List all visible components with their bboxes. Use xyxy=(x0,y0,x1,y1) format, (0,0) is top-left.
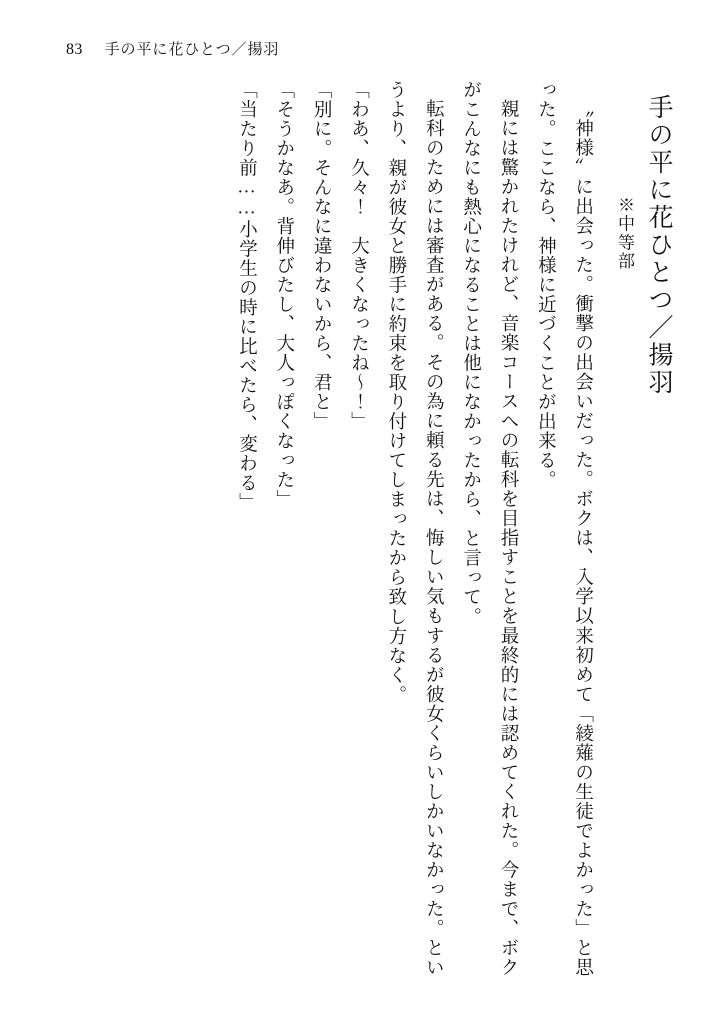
running-title: 手の平に花ひとつ／揚羽 xyxy=(104,42,280,58)
dialogue-line: 「別に。そんなに違わないから、君と」 xyxy=(311,80,332,432)
chapter-subtitle: ※中等部 xyxy=(615,196,634,271)
page-number: 83 xyxy=(66,41,83,58)
chapter-head xyxy=(607,80,676,980)
page-body xyxy=(50,80,676,980)
running-head xyxy=(66,38,279,59)
dialogue-line: 「当たり前……小学生の時に比べたら、変わる」 xyxy=(236,80,257,513)
dialogue-line: 「わあ、久々！ 大きくなったね〜！」 xyxy=(348,80,369,432)
dialogue-line: 「そうかなあ。背伸びたし、大人っぽくなった」 xyxy=(273,80,294,510)
chapter-title: 手の平に花ひとつ／揚羽 xyxy=(645,94,672,397)
body-text xyxy=(227,80,601,980)
paragraph: 転科のためには審査がある。その為に頼る先は、悔しい気もするが彼女くらいしかいなかった。というより、親が彼女と勝手に約束を取り付けてしまったから致し方なく。 xyxy=(385,80,444,977)
paragraph: 親には驚かれたけれど、音楽コースへの転科を目指すことを最終的には認めてくれた。今まで、ボクがこんなにも熱心になることは他になかったから、と言って。 xyxy=(460,80,518,977)
paragraph: 〝神様〟に出会った。衝撃の出会いだった。ボクは、入学以来初めて「綾薙の生徒でよかった」と思った。ここなら、神様に近づくことが出来る。 xyxy=(535,80,593,977)
